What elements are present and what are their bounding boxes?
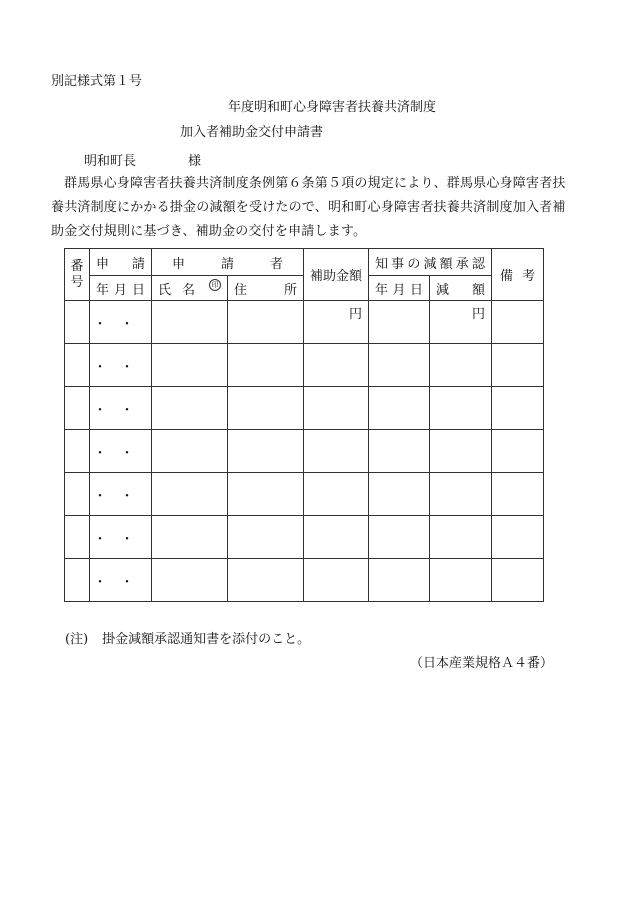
note xyxy=(65,628,310,647)
header-number: 番 号 xyxy=(65,249,90,301)
cell-number xyxy=(65,430,90,473)
cell-apply-date: ・・ xyxy=(90,301,152,344)
seal-icon: 印 xyxy=(209,279,221,291)
table-body xyxy=(65,301,544,602)
cell-name xyxy=(152,559,228,602)
cell-name xyxy=(152,430,228,473)
cell-approval-date xyxy=(369,301,430,344)
cell-remarks xyxy=(492,301,544,344)
header-subsidy: 補助金額 xyxy=(304,249,369,301)
cell-remarks xyxy=(492,559,544,602)
cell-address xyxy=(228,344,304,387)
cell-approval-date xyxy=(369,344,430,387)
cell-approval-date xyxy=(369,387,430,430)
header-apply-date-bottom: 年 月 日 xyxy=(90,276,152,301)
cell-subsidy xyxy=(304,387,369,430)
cell-approval-date xyxy=(369,559,430,602)
cell-reduction: 円 xyxy=(430,301,492,344)
cell-apply-date: ・・ xyxy=(90,430,152,473)
cell-apply-date: ・・ xyxy=(90,387,152,430)
header-approval: 知 事 の 減 額 承 認 xyxy=(369,249,492,276)
table-row xyxy=(65,430,544,473)
cell-address xyxy=(228,430,304,473)
header-address: 住 所 xyxy=(228,276,304,301)
cell-subsidy xyxy=(304,559,369,602)
cell-remarks xyxy=(492,430,544,473)
cell-approval-date xyxy=(369,516,430,559)
cell-subsidy xyxy=(304,473,369,516)
addressee xyxy=(84,150,201,169)
cell-subsidy xyxy=(304,516,369,559)
cell-subsidy xyxy=(304,430,369,473)
application-table xyxy=(64,248,544,602)
header-applicant: 申 請 者 xyxy=(152,249,304,276)
table-row xyxy=(65,516,544,559)
cell-number xyxy=(65,387,90,430)
cell-reduction xyxy=(430,430,492,473)
cell-reduction xyxy=(430,559,492,602)
addressee-name: 明和町長 xyxy=(84,154,137,169)
cell-subsidy: 円 xyxy=(304,301,369,344)
table-row xyxy=(65,344,544,387)
title-line-1: 年度明和町心身障害者扶養共済制度 xyxy=(228,100,437,115)
cell-number xyxy=(65,344,90,387)
cell-remarks xyxy=(492,473,544,516)
header-remarks: 備 考 xyxy=(492,249,544,301)
body-text: 群馬県心身障害者扶養共済制度条例第６条第５項の規定により、群馬県心身障害者扶養共済制度にかかる掛金の減額を受けたので、明和町心身障害者扶養共済制度加入者補助金交付規則に基づき、補助金の交付を申請します。 xyxy=(51,176,566,239)
cell-name xyxy=(152,516,228,559)
header-apply-date-top: 申 請 xyxy=(90,249,152,276)
header-approval-date: 年 月 日 xyxy=(369,276,430,301)
cell-reduction xyxy=(430,344,492,387)
cell-address xyxy=(228,516,304,559)
cell-apply-date: ・・ xyxy=(90,344,152,387)
note-label: (注) xyxy=(65,632,89,647)
cell-apply-date: ・・ xyxy=(90,516,152,559)
cell-approval-date xyxy=(369,473,430,516)
paper-size: （日本産業規格Ａ４番） xyxy=(410,656,554,671)
table-row xyxy=(65,387,544,430)
header-reduction: 減 額 xyxy=(430,276,492,301)
cell-name xyxy=(152,344,228,387)
cell-number xyxy=(65,301,90,344)
header-name: 氏 名 印 xyxy=(152,276,228,301)
table-row xyxy=(65,473,544,516)
cell-approval-date xyxy=(369,430,430,473)
cell-address xyxy=(228,387,304,430)
cell-remarks xyxy=(492,344,544,387)
cell-name xyxy=(152,387,228,430)
cell-reduction xyxy=(430,473,492,516)
cell-remarks xyxy=(492,387,544,430)
cell-name xyxy=(152,301,228,344)
cell-reduction xyxy=(430,516,492,559)
form-number: 別記様式第１号 xyxy=(51,74,143,89)
cell-address xyxy=(228,301,304,344)
cell-address xyxy=(228,559,304,602)
cell-name xyxy=(152,473,228,516)
cell-address xyxy=(228,473,304,516)
cell-reduction xyxy=(430,387,492,430)
cell-apply-date: ・・ xyxy=(90,559,152,602)
cell-number xyxy=(65,559,90,602)
cell-subsidy xyxy=(304,344,369,387)
table-row xyxy=(65,559,544,602)
table-row xyxy=(65,301,544,344)
title-line-2: 加入者補助金交付申請書 xyxy=(180,125,324,140)
honorific: 様 xyxy=(188,154,202,169)
cell-remarks xyxy=(492,516,544,559)
cell-apply-date: ・・ xyxy=(90,473,152,516)
cell-number xyxy=(65,516,90,559)
cell-number xyxy=(65,473,90,516)
note-text: 掛金減額承認通知書を添付のこと。 xyxy=(102,632,311,647)
